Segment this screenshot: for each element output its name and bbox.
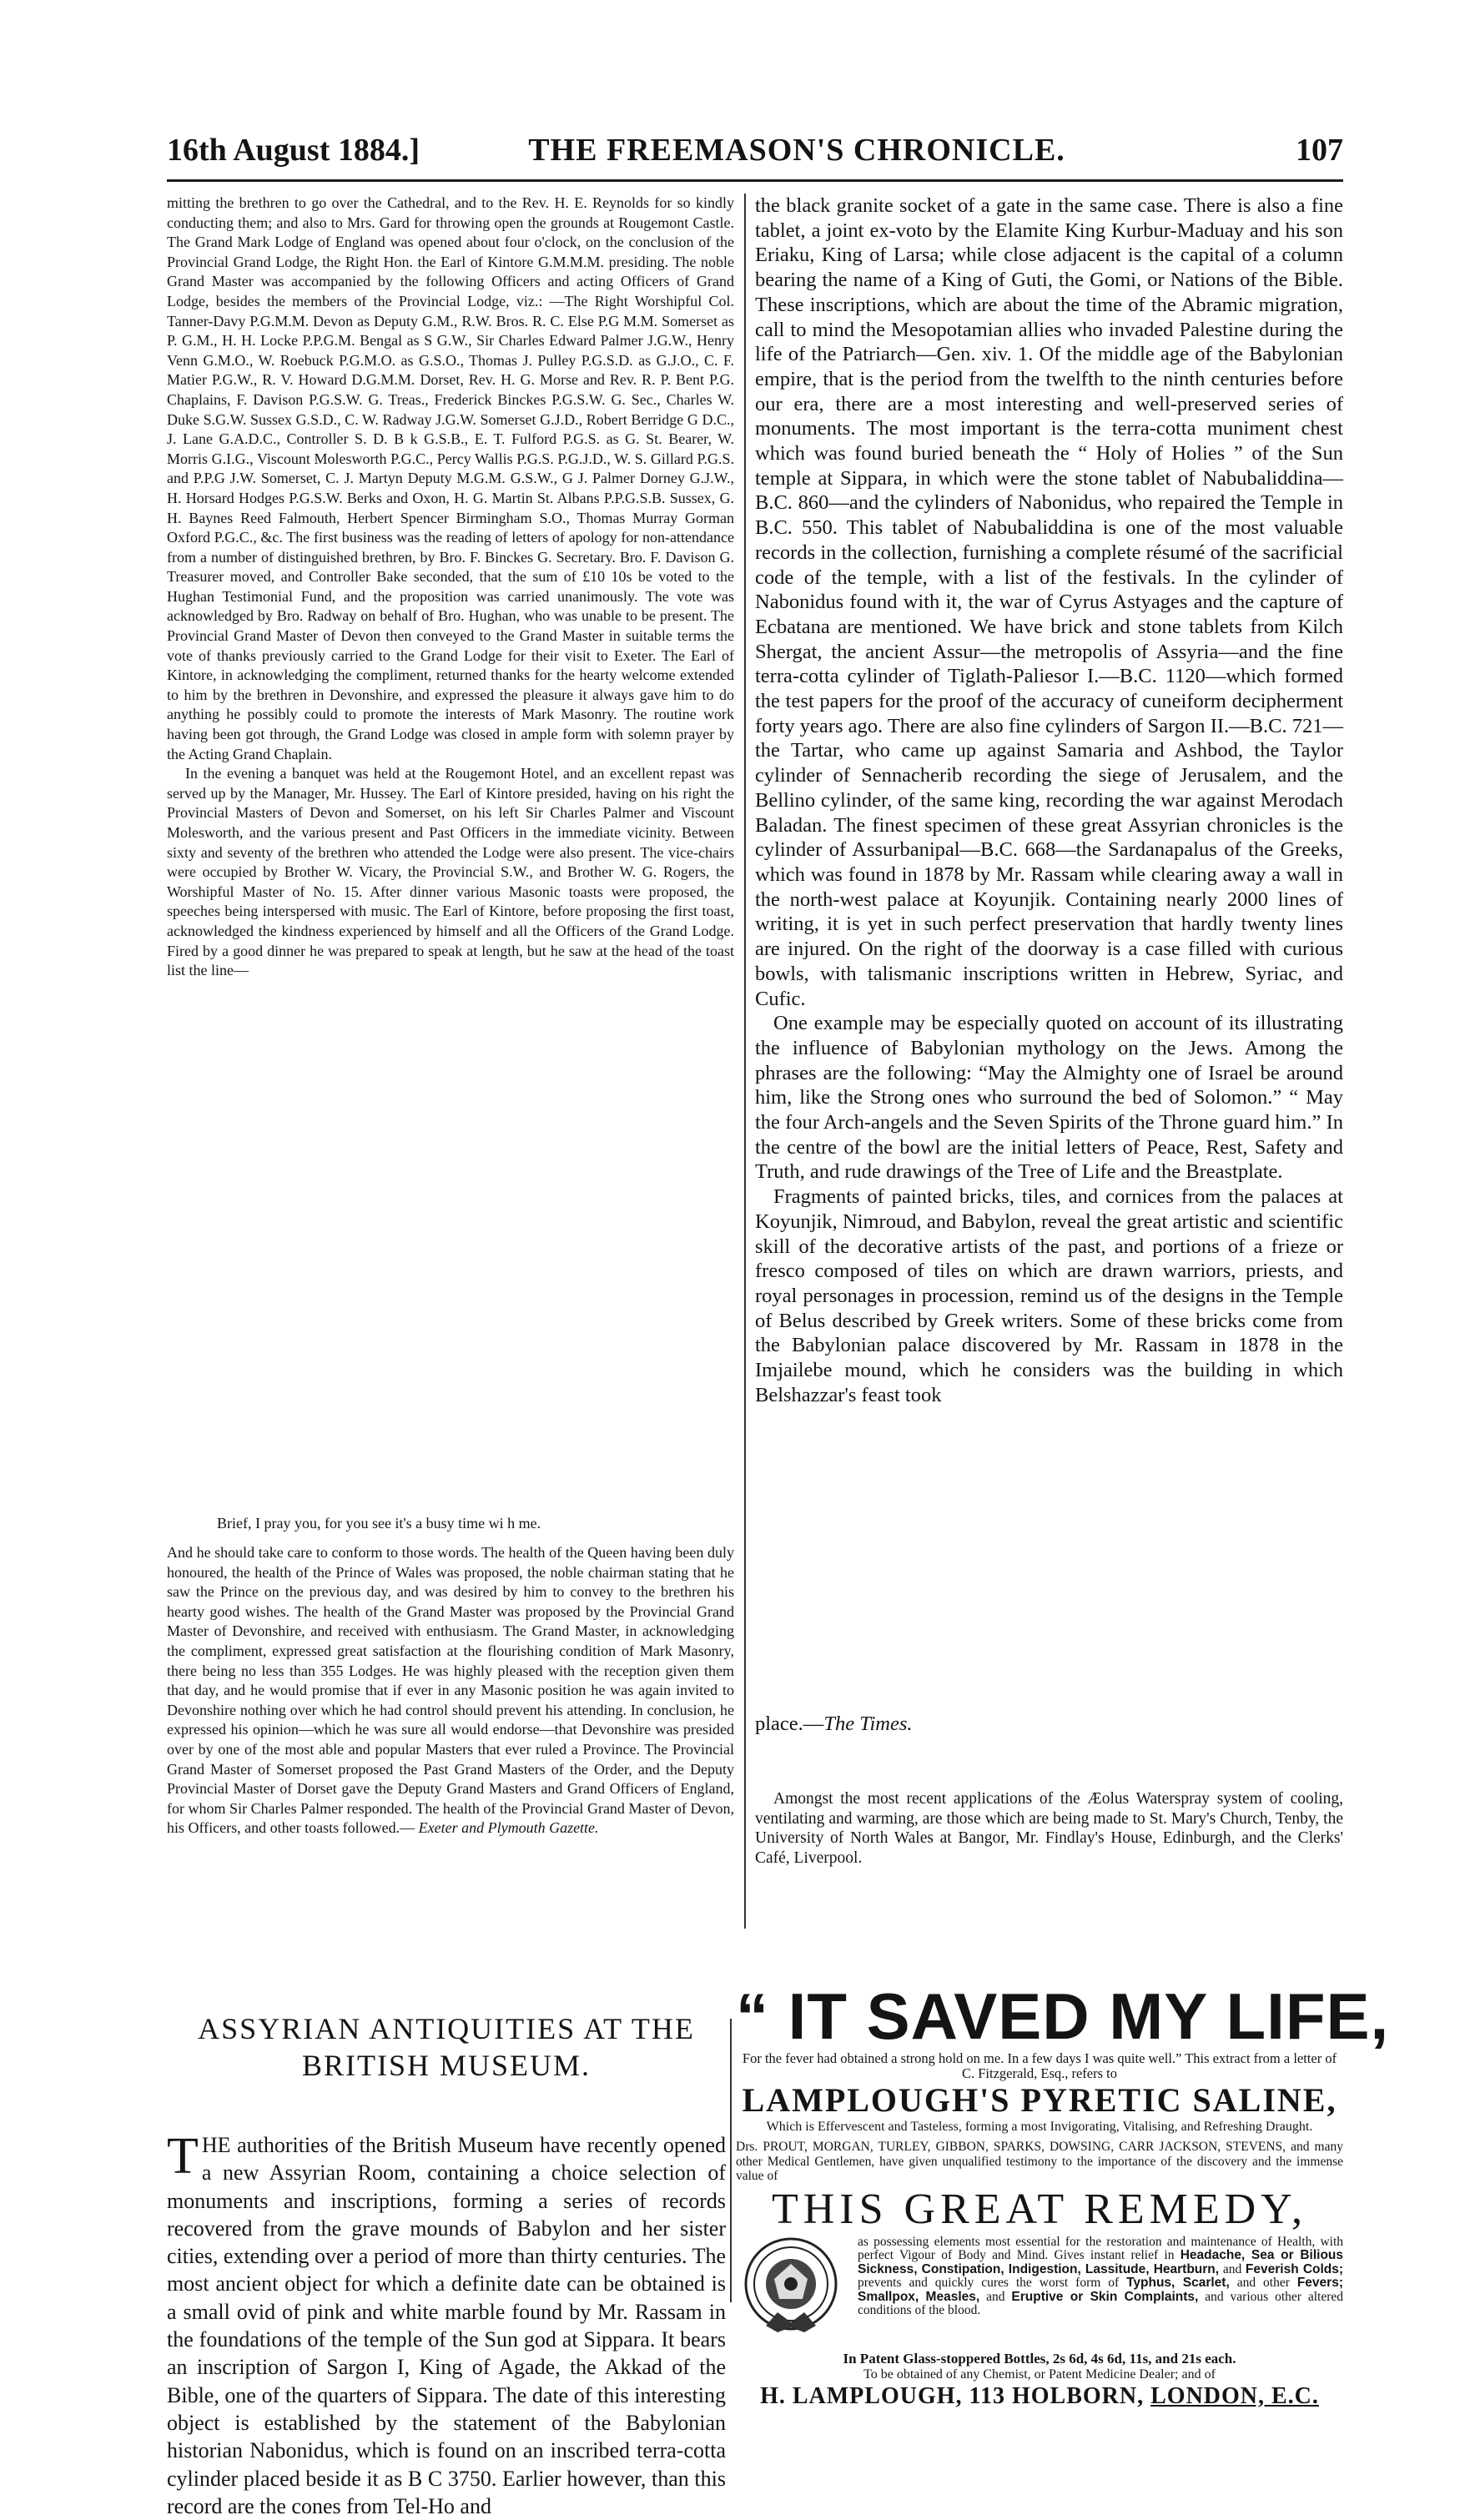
ad-address-city: LONDON, E.C. — [1150, 2382, 1319, 2409]
issue-date: 16th August 1884.] — [167, 133, 420, 168]
waterspray-text: Amongst the most recent applications of the Æolus Waterspray system of cooling, ventilating and warming, are those which are being made to St. Mary's Church, Tenby, the University of North Wales at Bangor, Mr. Findlay's House, Edinburgh, and the Clerks' Café, Liverpool. — [755, 1790, 1343, 1867]
page-number: 107 — [1296, 133, 1343, 168]
ad-qualities-and: and — [1222, 2261, 1242, 2276]
ad-qualities-other: and other — [1236, 2276, 1290, 2290]
ad-qualities-and-2: and — [986, 2289, 1005, 2304]
ad-lower-section — [736, 2236, 1343, 2346]
article-paragraph-2: One example may be especially quoted on account of its illustrating the influence of Babylonian mythology on the Jews. Among the phrases are the following: “May the Almighty one of Israel be around him, like the Strong ones who surround the bed of Solomon.” “ May the four Arch-angels and the Seven Spirits of the Throne guard him.” In the centre of the bowl are the initial letters of Peace, Rest, Safety and Truth, and rude drawings of the Tree of Life and the Breastplate. — [755, 1012, 1343, 1184]
article-heading-line2: BRITISH MUSEUM. — [301, 2049, 592, 2082]
ad-qualities-skin: Eruptive or Skin Complaints, — [1011, 2289, 1199, 2304]
ad-qualities-fevers: Fevers; Smallpox, Measles, — [858, 2276, 1343, 2304]
lamplough-advertisement — [736, 1979, 1390, 2409]
ad-remedy-heading: THIS GREAT REMEDY, — [771, 2185, 1307, 2233]
ad-qualities-typhus: Typhus, Scarlet, — [1126, 2276, 1230, 2290]
lodge-report-lower — [167, 1543, 734, 2002]
report-source: Exeter and Plymouth Gazette. — [418, 1819, 599, 1837]
ad-qualities-colds: Feverish Colds; — [1245, 2261, 1344, 2276]
ad-dealer-note: To be obtained of any Chemist, or Patent Medicine Dealer; and of — [863, 2367, 1216, 2382]
ad-product-name: LAMPLOUGH'S PYRETIC SALINE, — [742, 2081, 1337, 2119]
article-heading — [167, 2010, 726, 2127]
article-dropcap: T — [167, 2128, 199, 2185]
quote-line: Brief, I pray you, for you see it's a busy time wi h me. — [217, 1515, 541, 1532]
report-paragraph-officers: mitting the brethren to go over the Cathedral, and to the Rev. H. E. Reynolds for so kindly conducting them; and also to Mrs. Gard for throwing open the grounds at Rougemont Castle. The Grand Mark Lodge of England was opened about four o'clock, on the conclusion of the Provincial Grand Lodge, the Right Hon. the Earl of Kintore G.M.M.M. presiding. The noble Grand Master was accompanied by the following Officers and acting Officers of Grand Lodge, besides the members of the Provincial Lodge, viz.: —The Right Worshipful Col. Tanner-Davy P.G.M.M. Devon as Deputy G.M., R.W. Bros. R. C. Else P.G M.M. Somerset as P. G.M., H. H. Locke P.P.G.M. Bengal as S G.W., Sir Charles Edward Palmer J.G.W., Henry Venn G.M.O., W. Roebuck P.G.M.O. as G.S.O., Thomas J. Pulley P.G.S.D. as G.J.O., C. F. Matier P.G.W., R. V. Howard D.G.M.M. Dorset, Rev. H. G. Morse and Rev. R. P. Bent P.G. Chaplains, F. Davison P.G.S.W. G. Treas., Frederick Binckes P.G.S.W. G. Sec., Charles W. Duke S.G.W. Sussex G.S.D., C. W. Radway J.G.W. Somerset G.J.D., Robert Berridge G D.C., J. Lane G.A.D.C., Controller S. D. B k G.S.B., E. T. Fulford P.G.S. as G. St. Bearer, W. Morris G.I.G., Viscount Molesworth P.G.C., Percy Wallis P.G.S. P.G.J.D., W. S. Gillard P.G.S. and P.P.G J.W. Somerset, C. J. Martyn Deputy M.G.M. G.S.W., G J. Palmer Dorney G.J.W., H. Horsard Hodges P.G.S.W. Berks and Oxon, H. G. Martin St. Albans P.P.G.S.B. Sussex, G. H. Baynes Reed Falmouth, Herbert Spencer Birmingham S.O., Thomas Murray Gorman Oxford P.G.C., &c. The first business was the reading of letters of apology for non-attendance from a number of distinguished brethren, by Bro. F. Binckes G. Secretary. Bro. F. Davison G. Treasurer moved, and Controller Bake seconded, that the sum of £10 10s be voted to the Hughan Testimonial Fund, and the proposition was carried unanimously. The vote was acknowledged by Bro. Radway on behalf of Bro. Hughan, who was unable to be present. The Provincial Grand Master of Devon then conveyed to the Grand Master in suitable terms the vote of thanks previously carried to the Grand Lodge for their visit to Exeter. The Earl of Kintore, in acknowledging the compliment, returned thanks for the hearty welcome extended to him by the brethren in Devonshire, and expressed the pleasure it always gave him to do anything he possibly could to promote the interests of Mark Masonry. The routine work having been got through, the Grand Lodge was closed in ample form with solemn prayer by the Acting Grand Chaplain. — [167, 194, 734, 762]
ad-qualities-prevents: prevents and quickly cures the worst form of — [858, 2276, 1120, 2290]
ad-address — [736, 2382, 1343, 2411]
column-divider — [744, 194, 746, 1929]
ad-testimonial: For the fever had obtained a strong hold on me. In a few days I was quite well.” This extract from a letter of C. Fitzgerald, Esq., refers to — [742, 2050, 1337, 2081]
ad-qualities — [858, 2236, 1343, 2318]
ad-headline: “ IT SAVED MY LIFE, — [736, 1979, 1390, 2053]
page-header — [167, 132, 1343, 182]
article-body-right — [755, 194, 1343, 1710]
ad-bottle-prices: In Patent Glass-stoppered Bottles, 2s 6d, 4s 6d, 11s, and 21s each. — [843, 2350, 1236, 2367]
medal-seal-icon — [741, 2236, 841, 2339]
report-paragraph-toasts: And he should take care to conform to those words. The health of the Queen having been duly honoured, the health of the Prince of Wales was proposed, the noble chairman stating that he saw the Prince on the previous day, and was desired by him to convey to the brethren his hearty good wishes. The health of the Grand Master was proposed by the Provincial Grand Master of Devonshire, and received with enthusiasm. The Grand Master, in acknowledging the compliment, expressed great satisfaction at the flourishing condition of Mark Masonry, there being no less than 355 Lodges. He was highly pleased with the reception given them that day, and he would promise that if ever in any Masonic position he was again invited to Devonshire nothing over which he had control should prevent his attending. In conclusion, he expressed his opinion—which he was sure all would endorse—that Devonshire was presided over by one of the most able and popular Masters that ever ruled a Province. The Provincial Grand Master of Somerset proposed the Past Grand Masters of the Order, and the Deputy Provincial Master of Dorset gave the Deputy Grand Masters and Grand Officers of England, for whom Sir Charles Palmer responded. The health of the Provincial Grand Master of Devon, his Officers, and other toasts followed.— — [167, 1544, 734, 1837]
ad-qualities-end: and various other altered conditions of the blood. — [858, 2289, 1344, 2317]
article-paragraph-3: Fragments of painted bricks, tiles, and cornices from the palaces at Koyunjik, Nimroud, and Babylon, reveal the great artistic and scientific skill of the decorative artists of the past, and portions of a frieze or fresco composed of tiles on which are drawn warriors, priests, and royal personages in procession, remind us of the designs in the Temple of Belus described by Greek writers. Some of these bricks come from the Babylonian palace discovered by Mr. Rassam in 1878 in the Imjailebe mound, which he considers was the building in which Belshazzar's feast took — [755, 1185, 1343, 1406]
ad-address-street: H. LAMPLOUGH, 113 HOLBORN, — [760, 2382, 1151, 2409]
article-ending — [755, 1712, 1343, 1755]
report-paragraph-banquet: In the evening a banquet was held at the Rougemont Hotel, and an excellent repast was served up by the Manager, Mr. Hussey. The Earl of Kintore presided, having on his right the Provincial Masters of Devon and Somerset, on his left Sir Charles Palmer and Viscount Molesworth, and the various present and Past Officers in the immediate vicinity. Between sixty and seventy of the brethren who attended the Lodge were also present. The vice-chairs were occupied by Brother W. Vicary, the Provincial S.W., and Brother W. G. Rogers, the Worshipful Master of No. 15. After dinner various Masonic toasts were proposed, the speeches being interspersed with music. The Earl of Kintore, before proposing the first toast, acknowledged the kindness experienced by himself and all the Officers of the Grand Lodge. Fired by a good dinner he was prepared to speak at length, but he saw at the head of the toast list the line— — [167, 765, 734, 979]
waterspray-notice — [755, 1789, 1343, 1956]
article-source: The Times. — [823, 1713, 913, 1735]
ad-qualities-intro: as possessing elements most essential for the restoration and maintenance of Health, with perfect Vigour of Body and Mind. Gives instant relief in — [858, 2234, 1343, 2262]
masthead-title: THE FREEMASON'S CHRONICLE. — [528, 133, 1065, 168]
ad-product-description: Which is Effervescent and Tasteless, forming a most Invigorating, Vitalising, and Refreshing Draught. — [766, 2120, 1313, 2134]
article-heading-line1: ASSYRIAN ANTIQUITIES AT THE — [198, 2012, 695, 2045]
column-divider-lower — [730, 2019, 732, 2302]
article-paragraph-1: the black granite socket of a gate in the same case. There is also a fine tablet, a joint ex-voto by the Elamite King Kurbur-Maduay and his son Eriaku, King of Larsa; while close adjacent is the capital of a column bearing the name of a King of Guti, the Gomi, or Nations of the Bible. These inscriptions, which are about the time of the Abramic migration, call to mind the Mesopotamian allies who invaded Palestine during the life of the Patriarch—Gen. xiv. 1. Of the middle age of the Babylonian empire, that is the period from the twelfth to the ninth centuries before our era, there are a most interesting and well-preserved series of monuments. The most important is the terra-cotta muniment chest which was found buried beneath the “ Holy of Holies ” of the Sun temple at Sippara, in which were the stone tablet of Nabubaliddina—B.C. 860—and the cylinders of Nabonidus, who repaired the Temple in B.C. 550. This tablet of Nabubaliddina is one of the most valuable records in the collection, furnishing a complete résumé of the sacrificial code of the temple, with a list of the festivals. In the cylinder of Nabonidus found with it, the war of Cyrus Astyages and the capture of Ecbatana are mentioned. We have brick and stone tablets from Kilch Shergat, the ancient Assur—the metropolis of Assyria—and the fine terra-cotta cylinder of Tiglath-Paliesor I.—B.C. 1120—which formed the test papers for the proof of the accuracy of cuneiform decipherment forty years ago. There are also fine cylinders of Sargon II.—B.C. 721—the Tartar, who came up against Samaria and Ashbod, the Taylor cylinder of Sennacherib recording the siege of Jerusalem, and the Bellino cylinder, of the same king, recording the war against Merodach Baladan. The finest specimen of these great Assyrian chronicles is the cylinder of Assurbanipal—B.C. 668—the Sardanapalus of the Greeks, which was found in 1878 by Mr. Rassam while clearing away a wall in the north-west palace at Koyunjik. Containing nearly 2000 lines of writing, it is yet in such perfect preservation that hardly twenty lines are injured. On the right of the doorway is a case filled with curious bowls, with talismanic inscriptions written in Hebrew, Syriac, and Cufic. — [755, 194, 1343, 1010]
ad-qualities-ailments: Headache, Sea or Bilious Sickness, Constipation, Indigestion, Lassitude, Heartburn, — [858, 2248, 1343, 2276]
article-paragraph-3-end: place.— — [755, 1713, 824, 1735]
toast-quote — [167, 1514, 734, 1539]
ad-doctors-testimony: Drs. PROUT, MORGAN, TURLEY, GIBBON, SPARKS, DOWSING, CARR JACKSON, STEVENS, and many other Medical Gentlemen, have given unqualified testimony to the importance of the discovery and the immense value of — [736, 2140, 1343, 2183]
article-body-left — [167, 2128, 726, 2518]
article-intro: HE authorities of the British Museum have recently opened a new Assyrian Room, containing a choice selection of monuments and inscriptions, forming a series of records recovered from the grave mounds of Babylon and her sister cities, extending over a period of more than thirty centuries. The most ancient object for which a definite date can be obtained is a small ovid of pink and white marble found by Mr. Rassam in the foundations of the temple of the Sun god at Sippara. It bears an inscription of Sargon I, King of Agade, the Akkad of the Bible, one of the quarters of Sippara. The date of this interesting object is established by the statement of the Babylonian historian Nabonidus, which is found on an inscribed terra-cotta cylinder placed beside it as B C 3750. Earlier however, than this record are the cones from Tel-Ho and — [167, 2133, 726, 2518]
lodge-report-upper — [167, 194, 734, 1507]
